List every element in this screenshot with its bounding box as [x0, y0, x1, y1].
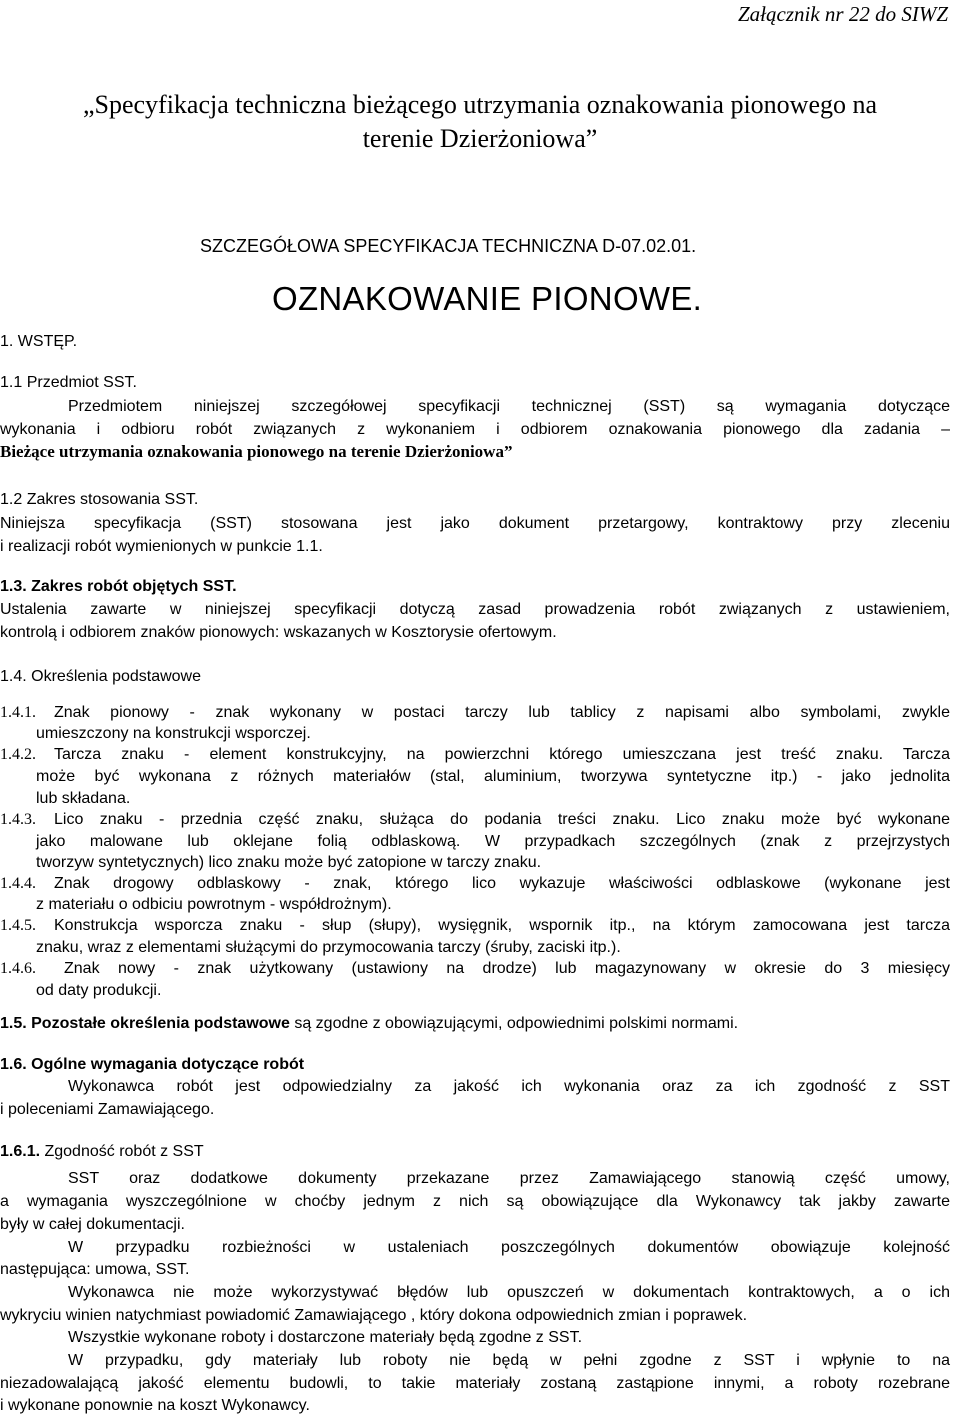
definition-6-line2: od daty produkcji. — [36, 982, 162, 999]
definition-5-line1: Konstrukcja wsporcza znaku - słup (słupy), wysięgnik, wspornik itp., na którym zamocowana jest tarcza — [54, 917, 950, 934]
main-heading: OZNAKOWANIE PIONOWE. — [272, 280, 703, 317]
p161e-line3: i wykonane ponownie na koszt Wykonawcy. — [0, 1397, 310, 1414]
section-1-6-line1: Wykonawca robót jest odpowiedzialny za jakość ich wykonania oraz za ich zgodność z SST — [68, 1078, 950, 1095]
section-1-1-line2: wykonania i odbioru robót związanych z wykonaniem i odbiorem oznakowania pionowego dla zadania – — [0, 421, 950, 438]
section-1-1-line1: Przedmiotem niniejszej szczegółowej specyfikacji technicznej (SST) są wymagania dotyczące — [68, 398, 950, 415]
section-1-heading: 1. WSTĘP. — [0, 333, 78, 350]
section-1-4-number: 1.4. — [0, 668, 27, 685]
definition-4-line1: Znak drogowy odblaskowy - znak, którego lico wykazuje właściwości odblaskowe (wykonane jest — [54, 875, 950, 892]
p161e-line1: W przypadku, gdy materiały lub roboty nie będą w pełni zgodne z SST i wpłynie to na — [68, 1352, 950, 1369]
p161a-line1: SST oraz dodatkowe dokumenty przekazane przez Zamawiającego stanowią część umowy, — [68, 1170, 950, 1187]
p161b-line2: następująca: umowa, SST. — [0, 1261, 190, 1278]
section-1-2-line1: Niniejsza specyfikacja (SST) stosowana jest jako dokument przetargowy, kontraktowy przy zleceniu — [0, 515, 950, 532]
section-1-1-heading: 1.1 Przedmiot SST. — [0, 374, 137, 391]
definition-5-number: 1.4.5. — [0, 917, 36, 934]
definition-6-line1: Znak nowy - znak użytkowany (ustawiony na drodze) lub magazynowany w okresie do 3 miesięcy — [64, 960, 950, 977]
definition-1-number: 1.4.1. — [0, 704, 36, 721]
p161c-line2: wykryciu winien natychmiast powiadomić Zamawiającego , który dokona odpowiednich zmian i poprawek. — [0, 1307, 748, 1324]
attachment-label: Załącznik nr 22 do SIWZ — [738, 2, 948, 26]
definition-3-number: 1.4.3. — [0, 811, 36, 828]
definition-2-number: 1.4.2. — [0, 746, 36, 763]
definition-2-line2: może być wykonana z różnych materiałów (stal, aluminium, tworzywa syntetyczne itp.) - jako jednolita — [36, 768, 950, 785]
p161d: Wszystkie wykonane roboty i dostarczone materiały będą zgodne z SST. — [68, 1329, 583, 1346]
spec-heading: SZCZEGÓŁOWA SPECYFIKACJA TECHNICZNA D-07.02.01. — [200, 236, 697, 256]
section-1-3-heading: 1.3. Zakres robót objętych SST. — [0, 578, 237, 595]
document-title-line2: terenie Dzierżoniowa” — [362, 124, 598, 153]
definition-4-number: 1.4.4. — [0, 875, 36, 892]
definition-3-line3: tworzyw syntetycznych) lico znaku może być zatopione w tarczy znaku. — [36, 854, 542, 871]
document-title-line1: „Specyfikacja techniczna bieżącego utrzymania oznakowania pionowego na — [82, 90, 878, 119]
definition-4-line2: z materiału o odbiciu powrotnym - współdrożnym). — [36, 896, 392, 913]
section-1-1-line3: Bieżące utrzymania oznakowania pionowego na terenie Dzierżoniowa” — [0, 442, 513, 461]
section-1-5-heading: 1.5. Pozostałe określenia podstawowe — [0, 1015, 290, 1032]
section-1-5 — [0, 1013, 738, 1035]
definition-2-line1: Tarcza znaku - element konstrukcyjny, na powierzchni którego umieszczana jest treść znaku. Tarcza — [54, 746, 950, 763]
section-1-2-heading: 1.2 Zakres stosowania SST. — [0, 491, 199, 508]
section-1-4-heading — [0, 666, 201, 688]
definition-1-line2: umieszczony na konstrukcji wsporczej. — [36, 725, 311, 742]
section-1-6-line2: i poleceniami Zamawiającego. — [0, 1101, 215, 1118]
definition-1-line1: Znak pionowy - znak wykonany w postaci tarczy lub tablicy z napisami albo symbolami, zwykle — [54, 704, 950, 721]
p161e-line2: niezadowalającą jakość elementu budowli, to takie materiały zostaną zastąpione innymi, a roboty rozebrane — [0, 1375, 950, 1392]
section-1-3-line1: Ustalenia zawarte w niniejszej specyfikacji dotyczą zasad prowadzenia robót związanych z ustawieniem, — [0, 601, 950, 618]
section-1-3-line2: kontrolą i odbiorem znaków pionowych: wskazanych w Kosztorysie ofertowym. — [0, 624, 557, 641]
p161b-line1: W przypadku rozbieżności w ustaleniach poszczególnych dokumentów obowiązuje kolejność — [68, 1239, 950, 1256]
definition-6-number: 1.4.6. — [0, 960, 36, 977]
definition-5-line2: znaku, wraz z elementami służącymi do przymocowania tarczy (śruby, zaciski itp.). — [36, 939, 621, 956]
definition-3-line2: jako malowane lub oklejane folią odblaskową. W przypadkach szczególnych (znak z przejrzystych — [36, 833, 950, 850]
section-1-5-text: są zgodne z obowiązującymi, odpowiednimi polskimi normami. — [289, 1015, 739, 1032]
section-1-6-1-label: Zgodność robót z SST — [44, 1143, 204, 1160]
section-1-6-heading: 1.6. Ogólne wymagania dotyczące robót — [0, 1056, 305, 1073]
section-1-4-label: Określenia podstawowe — [31, 668, 202, 685]
p161c-line1: Wykonawca nie może wykorzystywać błędów lub opuszczeń w dokumentach kontraktowych, a o ich — [68, 1284, 950, 1301]
definition-2-line3: lub składana. — [36, 790, 131, 807]
p161a-line2: a wymagania wyszczególnione w choćby jednym z nich są obowiązujące dla Wykonawcy tak jakby zawarte — [0, 1193, 950, 1210]
definition-3-line1: Lico znaku - przednia część znaku, służąca do podania treści znaku. Lico znaku może być wykonane — [54, 811, 950, 828]
section-1-6-1-heading — [0, 1141, 204, 1163]
section-1-2-line2: i realizacji robót wymienionych w punkcie 1.1. — [0, 538, 323, 555]
section-1-6-1-number: 1.6.1. — [0, 1143, 41, 1160]
p161a-line3: były w całej dokumentacji. — [0, 1216, 185, 1233]
